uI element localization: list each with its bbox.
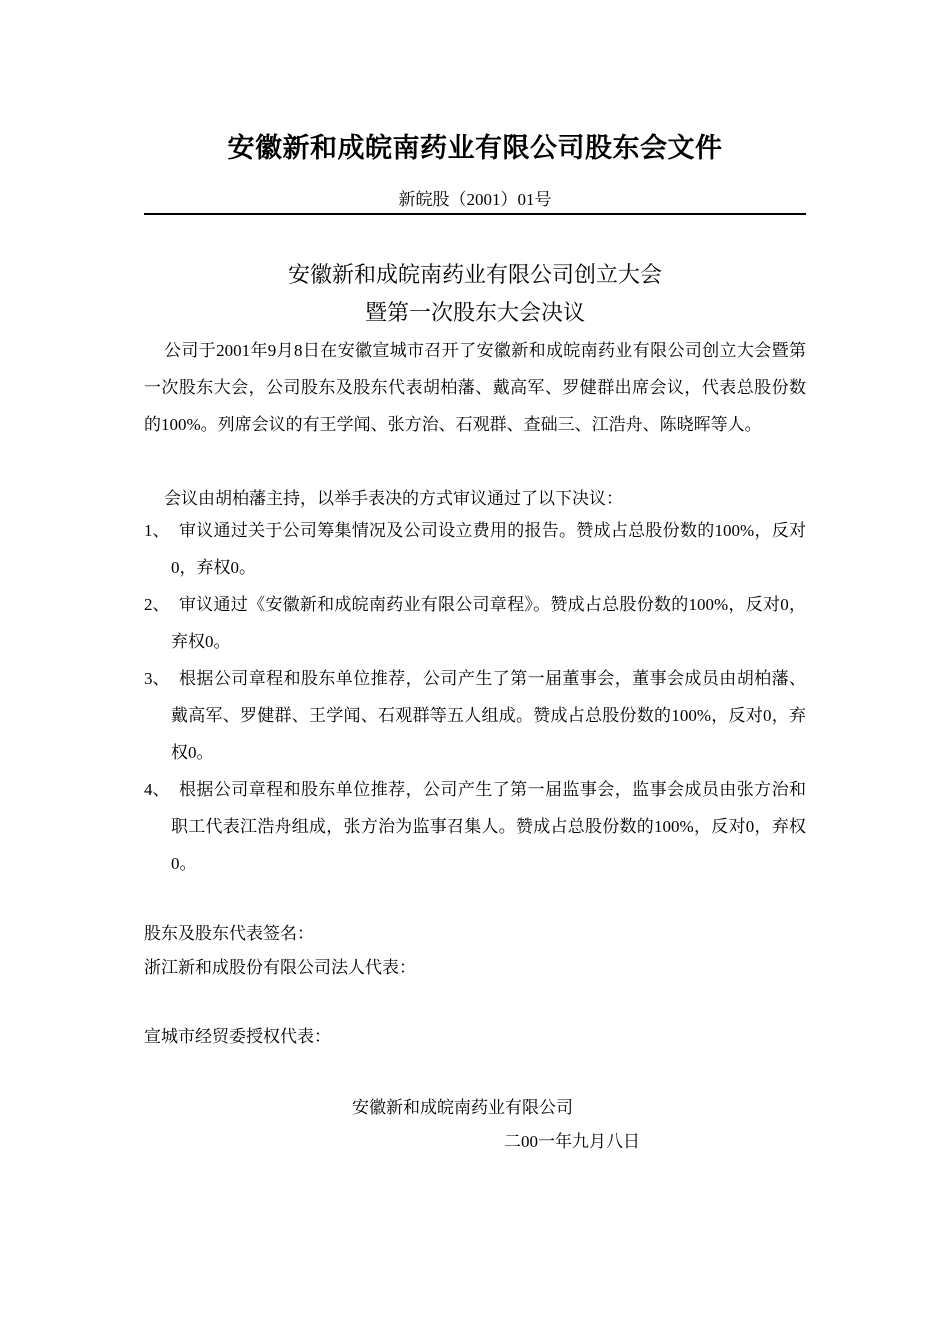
item-text: 根据公司章程和股东单位推荐，公司产生了第一届董事会，董事会成员由胡柏藩、戴高军、罗健群、王学闻、石观群等五人组成。赞成占总股份数的100%，反对0，弃权0。 bbox=[171, 669, 806, 762]
header-divider bbox=[144, 213, 806, 215]
issue-date: 二00一年九月八日 bbox=[504, 1132, 640, 1151]
host-paragraph: 会议由胡柏藩主持，以举手表决的方式审议通过了以下决议： bbox=[164, 489, 623, 508]
shareholder-signature-label: 股东及股东代表签名： bbox=[144, 924, 314, 943]
resolution-item-1 bbox=[144, 512, 806, 586]
zhejiang-representative-label: 浙江新和成股份有限公司法人代表： bbox=[144, 958, 416, 977]
xuancheng-representative-label: 宣城市经贸委授权代表： bbox=[144, 1027, 331, 1046]
issuing-company: 安徽新和成皖南药业有限公司 bbox=[352, 1098, 573, 1117]
resolution-title bbox=[0, 256, 950, 332]
document-title: 安徽新和成皖南药业有限公司股东会文件 bbox=[227, 133, 723, 163]
resolution-title-line-1: 安徽新和成皖南药业有限公司创立大会 bbox=[287, 262, 662, 287]
item-text: 根据公司章程和股东单位推荐，公司产生了第一届监事会，监事会成员由张方治和职工代表江浩舟组成，张方治为监事召集人。赞成占总股份数的100%，反对0，弃权0。 bbox=[171, 780, 806, 873]
resolution-title-line-2: 暨第一次股东大会决议 bbox=[364, 300, 585, 325]
item-text: 审议通过《安徽新和成皖南药业有限公司章程》。赞成占总股份数的100%，反对0，弃权0。 bbox=[171, 595, 806, 651]
intro-paragraph: 公司于2001年9月8日在安徽宣城市召开了安徽新和成皖南药业有限公司创立大会暨第一次股东大会，公司股东及股东代表胡柏藩、戴高军、罗健群出席会议，代表总股份数的100%。列席会议的有王学闻、张方治、石观群、查础三、江浩舟、陈晓晖等人。 bbox=[144, 341, 806, 434]
resolution-item-2 bbox=[144, 586, 806, 660]
item-text: 审议通过关于公司筹集情况及公司设立费用的报告。赞成占总股份数的100%，反对0，弃权0。 bbox=[171, 521, 806, 577]
item-number: 1、 bbox=[144, 521, 170, 540]
resolution-item-3 bbox=[144, 660, 806, 771]
resolution-items bbox=[144, 512, 806, 882]
item-number: 3、 bbox=[144, 669, 170, 688]
item-number: 4、 bbox=[144, 780, 170, 799]
document-number: 新皖股（2001）01号 bbox=[398, 190, 552, 209]
resolution-item-4 bbox=[144, 771, 806, 882]
item-number: 2、 bbox=[144, 595, 170, 614]
